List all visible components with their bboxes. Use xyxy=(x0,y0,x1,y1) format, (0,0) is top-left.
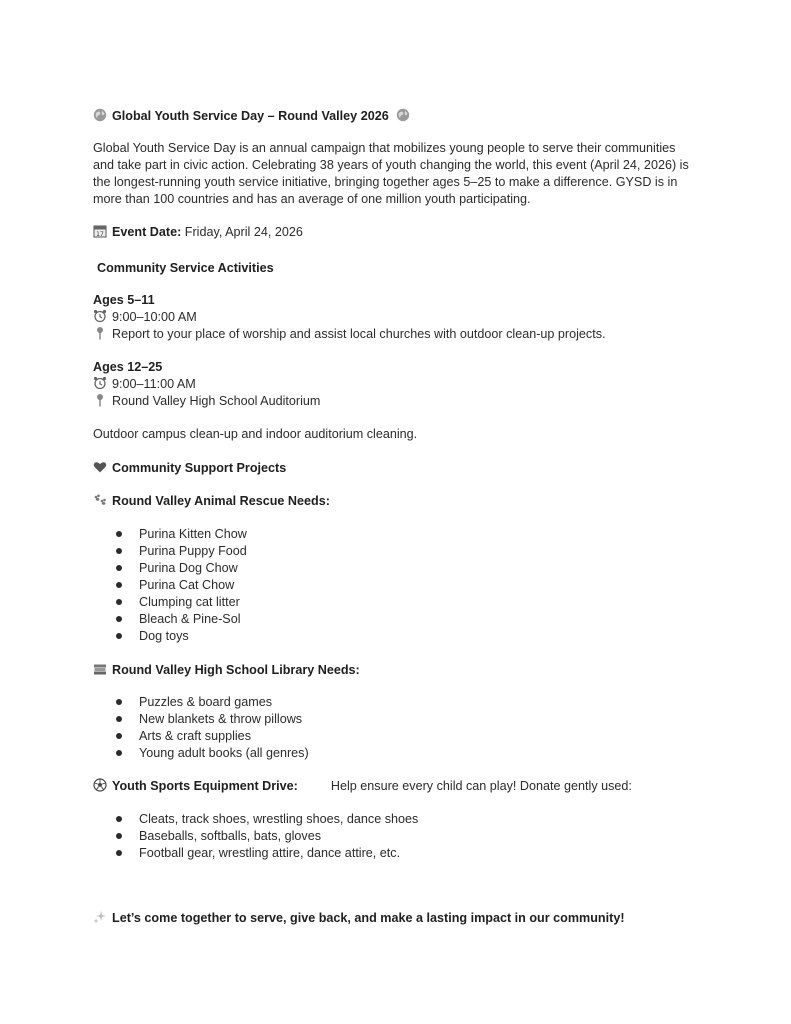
animal-needs-list xyxy=(93,526,247,645)
list-item: Clumping cat litter xyxy=(93,594,247,611)
svg-text:17: 17 xyxy=(96,231,104,238)
sports-note: Help ensure every child can play! Donate gently used: xyxy=(330,779,632,793)
globe-icon xyxy=(93,108,107,122)
group-location-text: Report to your place of worship and assist local churches with outdoor clean-up projects. xyxy=(112,327,606,341)
group-time xyxy=(93,376,196,393)
list-item: New blankets & throw pillows xyxy=(93,711,309,728)
support-heading xyxy=(93,460,286,477)
list-item: Cleats, track shoes, wrestling shoes, dance shoes xyxy=(93,811,418,828)
list-item: Puzzles & board games xyxy=(93,694,309,711)
title-text: Global Youth Service Day – Round Valley 2026 xyxy=(112,109,389,123)
alarm-clock-icon xyxy=(93,376,107,390)
event-date-value: Friday, April 24, 2026 xyxy=(184,225,303,239)
animal-heading xyxy=(93,493,330,510)
group-time xyxy=(93,309,197,326)
list-item: Purina Cat Chow xyxy=(93,577,247,594)
list-item: Dog toys xyxy=(93,628,247,645)
soccer-ball-icon xyxy=(93,778,107,792)
list-item: Bleach & Pine-Sol xyxy=(93,611,247,628)
list-item: Purina Kitten Chow xyxy=(93,526,247,543)
books-icon xyxy=(93,662,107,676)
closing-line xyxy=(93,910,625,927)
sparkles-icon xyxy=(93,910,107,924)
group-title: Ages 5–11 xyxy=(93,293,155,307)
calendar-icon xyxy=(93,224,107,238)
closing-text: Let’s come together to serve, give back, and make a lasting impact in our community! xyxy=(112,911,625,925)
group-time-text: 9:00–10:00 AM xyxy=(112,310,197,324)
page-title xyxy=(93,108,415,125)
pushpin-icon xyxy=(93,393,107,407)
animal-heading-text: Round Valley Animal Rescue Needs: xyxy=(112,494,330,508)
library-needs-list xyxy=(93,694,309,762)
list-item: Young adult books (all genres) xyxy=(93,745,309,762)
paw-prints-icon xyxy=(93,493,107,507)
intro-paragraph: Global Youth Service Day is an annual campaign that mobilizes young people to serve their communities and take part in civic action. Celebrating 38 years of youth changing the world, this event (April 24, 2026) is the longest-running youth service initiative, bringing together ages 5–25 to make a difference. GYSD is in more than 100 countries and has an average of one million youth participating. xyxy=(93,141,689,206)
support-heading-text: Community Support Projects xyxy=(112,461,287,475)
group-location-text: Round Valley High School Auditorium xyxy=(112,394,321,408)
list-item: Football gear, wrestling attire, dance attire, etc. xyxy=(93,845,418,862)
event-date xyxy=(93,224,303,241)
event-date-label: Event Date: xyxy=(112,225,182,239)
globe-icon xyxy=(396,108,410,122)
library-heading xyxy=(93,662,360,679)
sports-heading xyxy=(93,778,632,795)
activities-heading: Community Service Activities xyxy=(97,261,274,275)
group-location xyxy=(93,393,320,410)
library-heading-text: Round Valley High School Library Needs: xyxy=(112,663,360,677)
group-location xyxy=(93,326,606,343)
list-item: Arts & craft supplies xyxy=(93,728,309,745)
alarm-clock-icon xyxy=(93,309,107,323)
group-time-text: 9:00–11:00 AM xyxy=(112,377,196,391)
pushpin-icon xyxy=(93,326,107,340)
list-item: Purina Dog Chow xyxy=(93,560,247,577)
outdoor-note: Outdoor campus clean-up and indoor auditorium cleaning. xyxy=(93,427,418,441)
group-title: Ages 12–25 xyxy=(93,360,163,374)
heart-icon xyxy=(93,460,107,474)
list-item: Baseballs, softballs, bats, gloves xyxy=(93,828,418,845)
sports-heading-text: Youth Sports Equipment Drive: xyxy=(112,779,298,793)
list-item: Purina Puppy Food xyxy=(93,543,247,560)
sports-equipment-list xyxy=(93,811,418,862)
